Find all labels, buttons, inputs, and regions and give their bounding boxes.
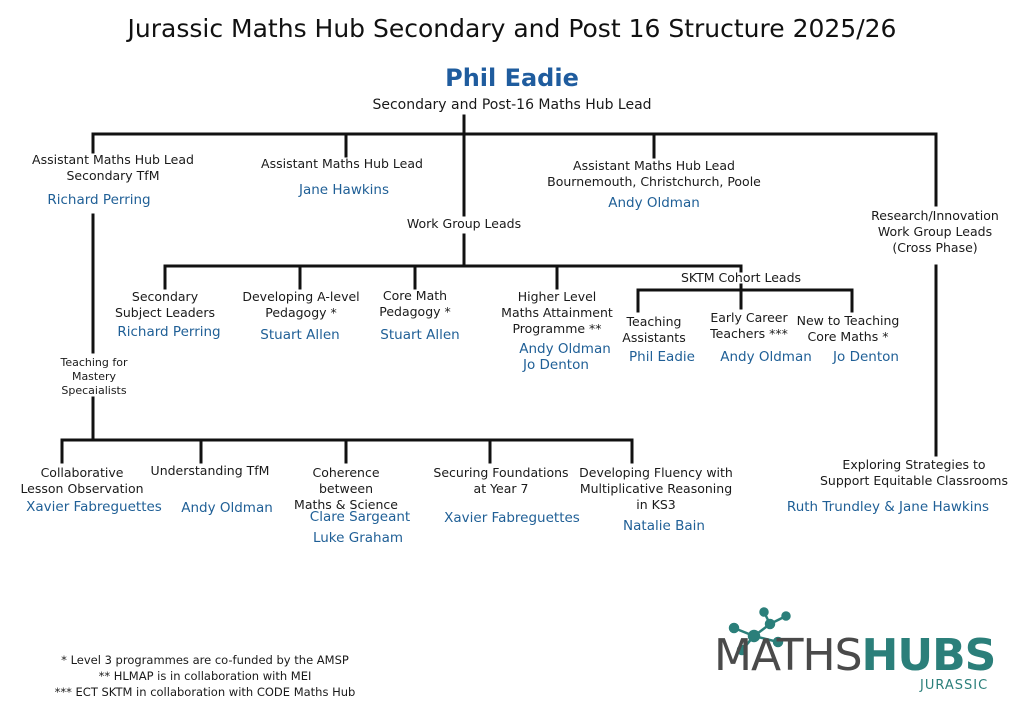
research-line: Research/Innovation	[871, 208, 999, 223]
equity-lead-names: Ruth Trundley & Jane Hawkins	[786, 499, 990, 515]
tfm-label-line: Teaching for	[60, 356, 128, 369]
equity-title: Exploring Strategies to	[842, 457, 986, 472]
tfm-work-group-title: at Year 7	[473, 481, 529, 496]
lead-name: Phil Eadie	[445, 64, 579, 92]
tfm-work-group	[6, 465, 158, 497]
tfm-work-group	[424, 465, 578, 497]
footnote: ** HLMAP is in collaboration with MEI	[98, 669, 312, 683]
footnote: *** ECT SKTM in collaboration with CODE Maths Hub	[54, 685, 356, 699]
work-group-title: Developing A-level	[242, 289, 360, 304]
assistant-name: Andy Oldman	[608, 195, 700, 211]
tfm-work-group-title: Securing Foundations	[433, 465, 569, 480]
tfm-work-group-title: Coherence between	[312, 465, 380, 496]
tfm-lead-name: Xavier Fabreguettes	[26, 499, 162, 515]
equity-work-group	[798, 457, 1024, 489]
work-group-title: Pedagogy *	[379, 304, 451, 319]
tfm-label-line: Specaialists	[61, 384, 127, 397]
logo-hubs-text: HUBS	[861, 630, 996, 681]
assistant-role: Assistant Maths Hub Lead	[573, 158, 735, 173]
footnote: * Level 3 programmes are co-funded by the AMSP	[61, 653, 349, 667]
work-group-title: Maths Attainment	[501, 305, 613, 320]
research-innovation-leads	[852, 208, 1018, 256]
assistant-role-detail: Bournemouth, Christchurch, Poole	[547, 174, 761, 189]
tfm-label-line: Mastery	[71, 370, 117, 383]
tfm-work-group: Understanding TfM	[150, 463, 270, 478]
tfm-lead-name: Xavier Fabreguettes	[444, 510, 580, 526]
tfm-lead-name: Luke Graham	[312, 530, 404, 546]
work-group	[105, 289, 225, 321]
equity-title: Support Equitable Classrooms	[820, 473, 1008, 488]
sktm-group-title: Early Career	[710, 310, 788, 325]
research-line: Work Group Leads	[877, 224, 993, 239]
sktm-lead-name: Jo Denton	[833, 349, 899, 365]
maths-hubs-logo	[714, 602, 1004, 702]
work-group	[487, 289, 627, 337]
sktm-lead-name: Andy Oldman	[720, 349, 812, 365]
research-line: (Cross Phase)	[892, 240, 978, 255]
logo-maths-text: MATHS	[714, 630, 862, 681]
page-title: Jurassic Maths Hub Secondary and Post 16 Structure 2025/26	[127, 14, 897, 43]
sktm-group	[786, 313, 910, 345]
logo-wordmark	[714, 630, 995, 681]
sktm-group-title: Teachers ***	[710, 326, 788, 341]
tfm-work-group-title: Lesson Observation	[20, 481, 144, 496]
work-group-title: Pedagogy *	[265, 305, 337, 320]
sktm-cohort-leads-label: SKTM Cohort Leads	[680, 270, 802, 285]
assistant-lead-3	[526, 158, 782, 190]
sktm-lead-name: Phil Eadie	[629, 349, 695, 365]
tfm-work-group-title: Maths & Science	[294, 497, 398, 512]
footnotes	[20, 652, 390, 700]
sktm-group-title: Teaching	[626, 314, 682, 329]
work-group-lead-name: Andy Oldman	[519, 341, 611, 357]
lead-role: Secondary and Post-16 Maths Hub Lead	[372, 97, 652, 113]
tfm-work-group-title: Multiplicative Reasoning	[579, 481, 733, 496]
work-group-lead-name: Richard Perring	[117, 324, 221, 340]
sktm-group-title: Assistants	[622, 330, 686, 345]
tfm-work-group-title: Developing Fluency with	[579, 465, 733, 480]
assistant-role-detail: Secondary TfM	[66, 168, 160, 183]
work-group-lead-name: Stuart Allen	[380, 327, 460, 343]
assistant-lead-2: Assistant Maths Hub Lead	[261, 156, 423, 171]
tfm-lead-name: Clare Sargeant	[309, 509, 411, 525]
tfm-specialists-label	[44, 356, 144, 398]
tfm-lead-name: Natalie Bain	[623, 518, 705, 534]
work-group	[232, 289, 370, 321]
work-group-title: Programme **	[512, 321, 602, 336]
tfm-work-group	[572, 465, 740, 513]
sktm-group	[608, 314, 700, 346]
work-group-title: Subject Leaders	[114, 305, 216, 320]
work-group-title: Core Math	[382, 288, 448, 303]
work-group-title: Higher Level	[517, 289, 597, 304]
work-group-leads-label: Work Group Leads	[406, 216, 522, 231]
tfm-work-group	[284, 465, 408, 513]
work-group-title: Secondary	[131, 289, 199, 304]
tfm-work-group-title: Collaborative	[40, 465, 124, 480]
sktm-group-title: New to Teaching	[796, 313, 900, 328]
logo-subtitle: JURASSIC	[920, 678, 989, 693]
tfm-work-group-title: in KS3	[636, 497, 676, 512]
work-group-lead-name: Jo Denton	[523, 357, 589, 373]
work-group	[367, 288, 463, 320]
tfm-lead-name: Andy Oldman	[181, 500, 273, 516]
assistant-role: Assistant Maths Hub Lead	[32, 152, 194, 167]
sktm-group-title: Core Maths *	[807, 329, 889, 344]
work-group-lead-name: Stuart Allen	[260, 327, 340, 343]
assistant-name: Jane Hawkins	[298, 182, 390, 198]
assistant-name: Richard Perring	[47, 192, 151, 208]
assistant-lead-1	[6, 152, 220, 184]
